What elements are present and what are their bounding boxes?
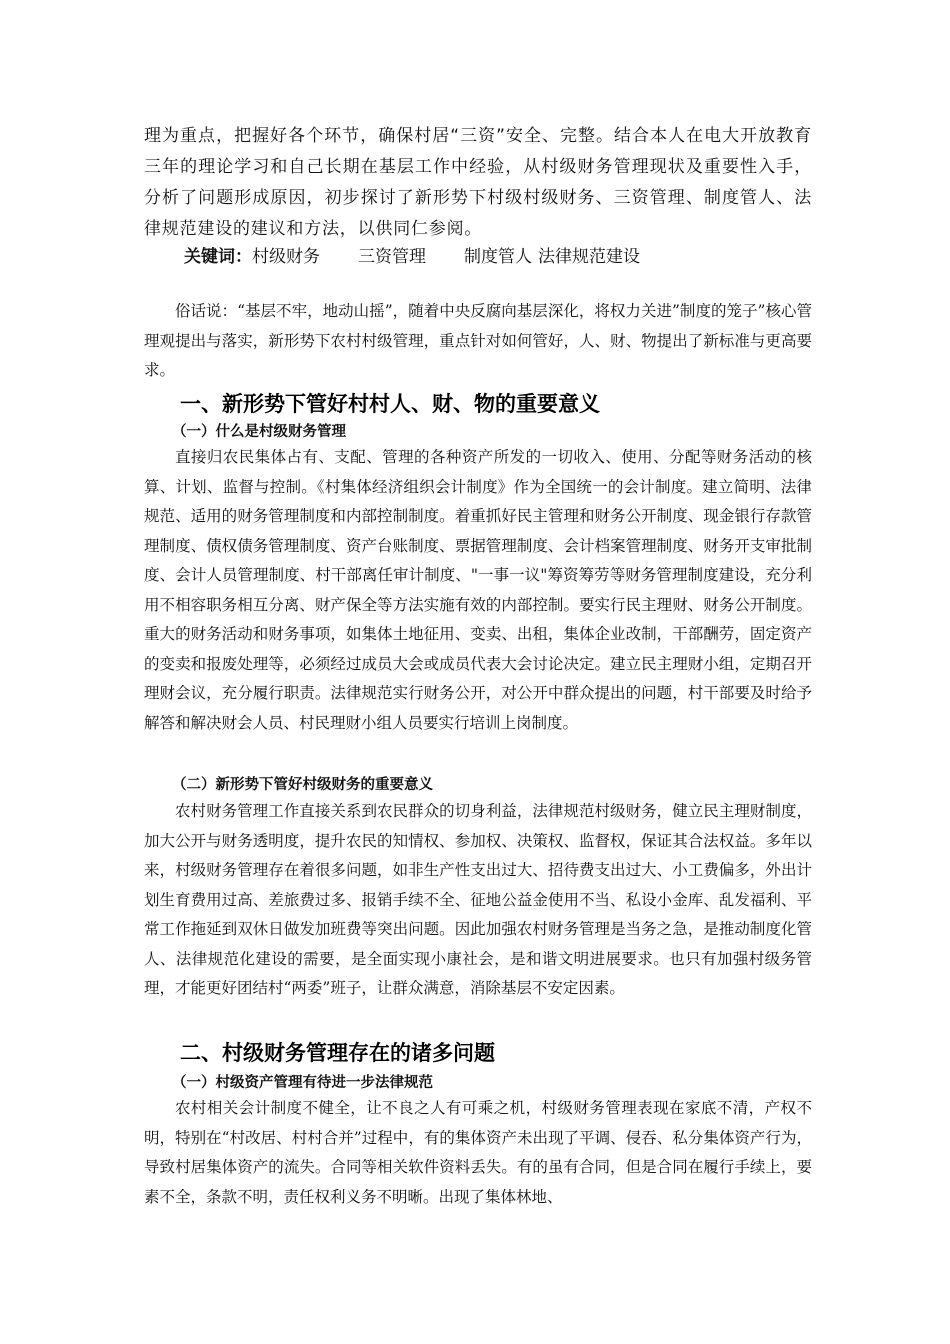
section-2-1-paragraph: 农村相关会计制度不健全，让不良之人有可乘之机，村级财务管理表现在家底不清，产权不明，特别在“村改居、村村合并”过程中，有的集体资产未出现了平调、侵吞、私分集体资产行为，导致村居集体资产的流失。合同等相关软件资料丢失。有的虽有合同，但是合同在履行手续上，要素不全，条款不明，责任权利义务不明晰。出现了集体林地、 [144, 1099, 812, 1206]
keywords-label: 关键词： [184, 247, 252, 267]
keyword: 法律规范建设 [538, 247, 640, 267]
section-2-1-heading: （一）村级资产管理有待进一步法律规范 [172, 1074, 433, 1091]
section-1-1-body [144, 443, 812, 738]
section-1-2-heading: （二）新形势下管好村级财务的重要意义 [172, 776, 433, 793]
keyword: 三资管理 [358, 247, 426, 267]
intro-block [144, 297, 812, 386]
section-1-1-paragraph: 直接归农民集体占有、支配、管理的各种资产所发的一切收入、使用、分配等财务活动的核算、计划、监督与控制。《村集体经济组织会计制度》作为全国统一的会计制度。建立简明、法律规范、适用的财务管理制度和内部控制制度。着重抓好民主管理和财务公开制度、现金银行存款管理制度、债权债务管理制度、资产台账制度、票据管理制度、会计档案管理制度、财务开支审批制度、会计人员管理制度、村干部离任审计制度、"一事一议"筹资筹劳等财务管理制度建设，充分利用不相容职务相互分离、财产保全等方法实施有效的内部控制。要实行民主理财、财务公开制度。重大的财务活动和财务事项，如集体土地征用、变卖、出租，集体企业改制，干部酬劳，固定资产的变卖和报废处理等，必须经过成员大会或成员代表大会讨论决定。建立民主理财小组，定期召开理财会议，充分履行职责。法律规范实行财务公开，对公开中群众提出的问题，村干部要及时给予解答和解决财会人员、村民理财小组人员要实行培训上岗制度。 [144, 448, 812, 732]
section-1-heading: 一、新形势下管好村村人、财、物的重要意义 [180, 392, 600, 416]
keyword: 村级财务 [252, 247, 320, 267]
section-1-2-body [144, 797, 812, 1004]
intro-paragraph: 俗话说：“基层不牢，地动山摇”，随着中央反腐向基层深化，将权力关进”制度的笼子”核心管理观提出与落实，新形势下农村村级管理，重点针对如何管好，人、财、物提出了新标准与更高要求。 [144, 302, 812, 379]
keywords-line [184, 243, 640, 271]
section-1-2-paragraph: 农村财务管理工作直接关系到农民群众的切身利益，法律规范村级财务，健立民主理财制度，加大公开与财务透明度，提升农民的知情权、参加权、决策权、监督权，保证其合法权益。多年以来，村级财务管理存在着很多问题，如非生产性支出过大、招待费支出过大、小工费偏多，外出计划生育费用过高、差旅费过多、报销手续不全、征地公益金使用不当、私设小金库、乱发福利、平常工作拖延到双休日做发加班费等突出问题。因此加强农村财务管理是当务之急，是推动制度化管人、法律规范化建设的需要，是全面实现小康社会，是和谐文明进展要求。也只有加强村级务管理，才能更好团结村“两委”班子，让群众满意，消除基层不安定因素。 [144, 802, 812, 997]
abstract-paragraph: 理为重点，把握好各个环节，确保村居“三资”安全、完整。结合本人在电大开放教育三年的理论学习和自己长期在基层工作中经验，从村级财务管理现状及重要性入手，分析了问题形成原因，初步探讨了新形势下村级村级财务、三资管理、制度管人、法律规范建设的建议和方法，以供同仁参阅。 [144, 126, 812, 239]
section-2-1-body [144, 1094, 812, 1212]
section-2-heading: 二、村级财务管理存在的诸多问题 [180, 1041, 495, 1065]
section-1-1-heading: （一）什么是村级财务管理 [172, 423, 346, 440]
keyword: 制度管人 [464, 247, 532, 267]
